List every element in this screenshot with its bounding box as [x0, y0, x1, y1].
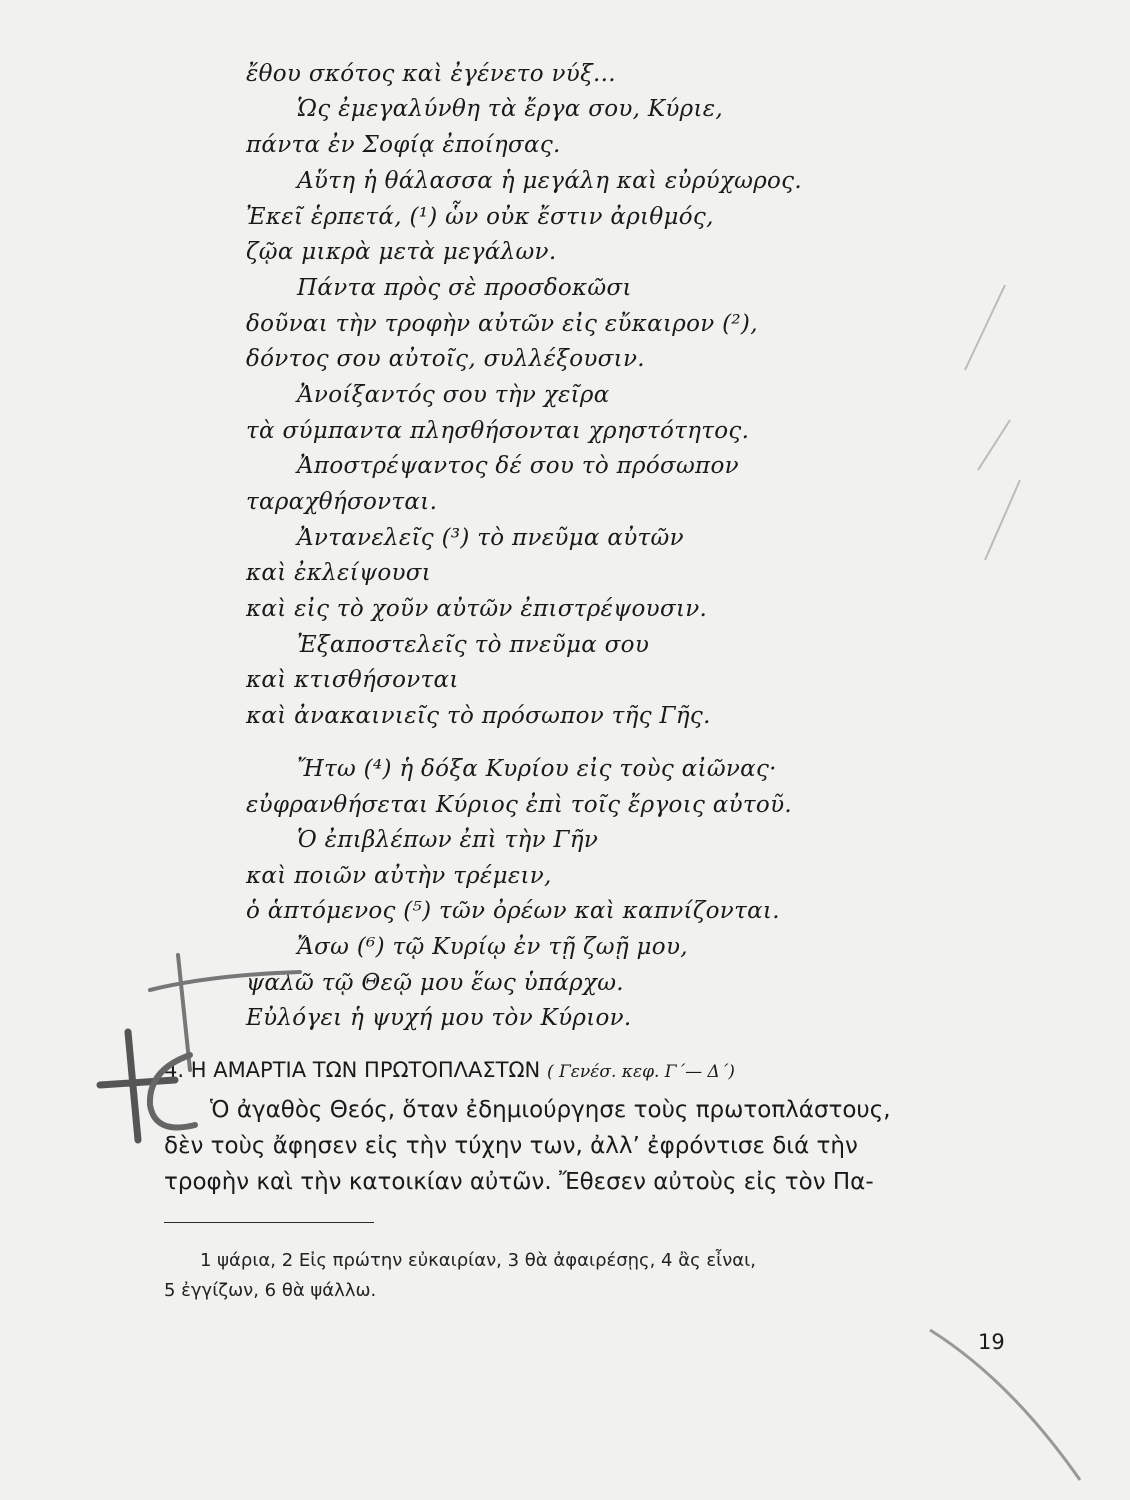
poem-line: δόντος σου αὐτοῖς, συλλέξουσιν. [246, 346, 645, 372]
poem-line: ὁ ἁπτόμενος (⁵) τῶν ὀρέων καὶ καπνίζονται. [246, 898, 780, 924]
poem-line: καὶ ποιῶν αὐτὴν τρέμειν, [246, 863, 552, 889]
poem-line: ζῷα μικρὰ μετὰ μεγάλων. [246, 239, 557, 265]
poem-line: Ἀντανελεῖς (³) τὸ πνεῦμα αὐτῶν [297, 525, 684, 551]
poem-line: ταραχθήσονται. [246, 489, 438, 515]
prose-line: τροφὴν καὶ τὴν κατοικίαν αὐτῶν. Ἔθεσεν αὐτοὺς εἰς τὸν Πα- [164, 1169, 874, 1195]
poem-line: Ἐκεῖ ἑρπετά, (¹) ὧν οὐκ ἔστιν ἀριθμός, [246, 204, 714, 230]
poem-line: δοῦναι τὴν τροφὴν αὐτῶν εἰς εὔκαιρον (²), [246, 311, 758, 337]
section-reference: ( Γενέσ. κεφ. Γ΄— Δ΄) [546, 1062, 735, 1082]
section-title: Η ΑΜΑΡΤΙΑ ΤΩΝ ΠΡΩΤΟΠΛΑΣΤΩΝ [190, 1058, 541, 1082]
poem-line: καὶ ἀνακαινιεῖς τὸ πρόσωπον τῆς Γῆς. [246, 703, 711, 729]
prose-line: δὲν τοὺς ἄφησεν εἰς τὴν τύχην των, ἀλλ’ ἐφρόντισε διά τὴν [164, 1133, 858, 1159]
poem-line: Ἀνοίξαντός σου τὴν χεῖρα [297, 382, 610, 408]
poem-line: Εὐλόγει ἡ ψυχή μου τὸν Κύριον. [246, 1005, 632, 1031]
pencil-cross-mark [150, 955, 300, 1070]
pencil-stroke-right [965, 285, 1020, 560]
poem-line: Ὡς ἐμεγαλύνθη τὰ ἔργα σου, Κύριε, [297, 96, 724, 122]
poem-line: Ἀποστρέψαντος δέ σου τὸ πρόσωπον [297, 453, 739, 479]
poem-line: Ὁ ἐπιβλέπων ἐπὶ τὴν Γῆν [297, 827, 599, 853]
poem-line: Ἤτω (⁴) ἡ δόξα Κυρίου εἰς τοὺς αἰῶνας· [297, 756, 777, 782]
poem-line: καὶ κτισθήσονται [246, 667, 459, 693]
footnote-line: 5 ἐγγίζων, 6 θὰ ψάλλω. [164, 1280, 377, 1301]
poem-line: ψαλῶ τῷ Θεῷ μου ἕως ὑπάρχω. [246, 970, 624, 996]
prose-line: Ὁ ἀγαθὸς Θεός, ὅταν ἐδημιούργησε τοὺς πρωτοπλάστους, [210, 1097, 891, 1123]
footnote-line: 1 ψάρια, 2 Εἰς πρώτην εὐκαιρίαν, 3 θὰ ἀφαιρέσῃς, 4 ἂς εἶναι, [200, 1250, 756, 1271]
poem-line: Ἄσω (⁶) τῷ Κυρίῳ ἐν τῇ ζωῇ μου, [297, 934, 688, 960]
poem-line: Πάντα πρὸς σὲ προσδοκῶσι [297, 275, 632, 301]
poem-line: πάντα ἐν Σοφίᾳ ἐποίησας. [246, 132, 561, 158]
poem-line: καὶ ἐκλείψουσι [246, 560, 432, 586]
section-number: 4. [164, 1058, 185, 1082]
poem-line: Αὕτη ἡ θάλασσα ἡ μεγάλη καὶ εὐρύχωρος. [297, 168, 802, 194]
poem-line: Ἐξαποστελεῖς τὸ πνεῦμα σου [297, 632, 650, 658]
page-number: 19 [978, 1330, 1005, 1354]
poem-line: καὶ εἰς τὸ χοῦν αὐτῶν ἐπιστρέψουσιν. [246, 596, 708, 622]
poem-line: εὐφρανθήσεται Κύριος ἐπὶ τοῖς ἔργοις αὐτοῦ. [246, 792, 792, 818]
poem-line: ἔθου σκότος καὶ ἐγένετο νύξ... [246, 61, 616, 87]
poem-line: τὰ σύμπαντα πλησθήσονται χρηστότητος. [246, 418, 750, 444]
pencil-stroke-bottom [930, 1330, 1080, 1480]
